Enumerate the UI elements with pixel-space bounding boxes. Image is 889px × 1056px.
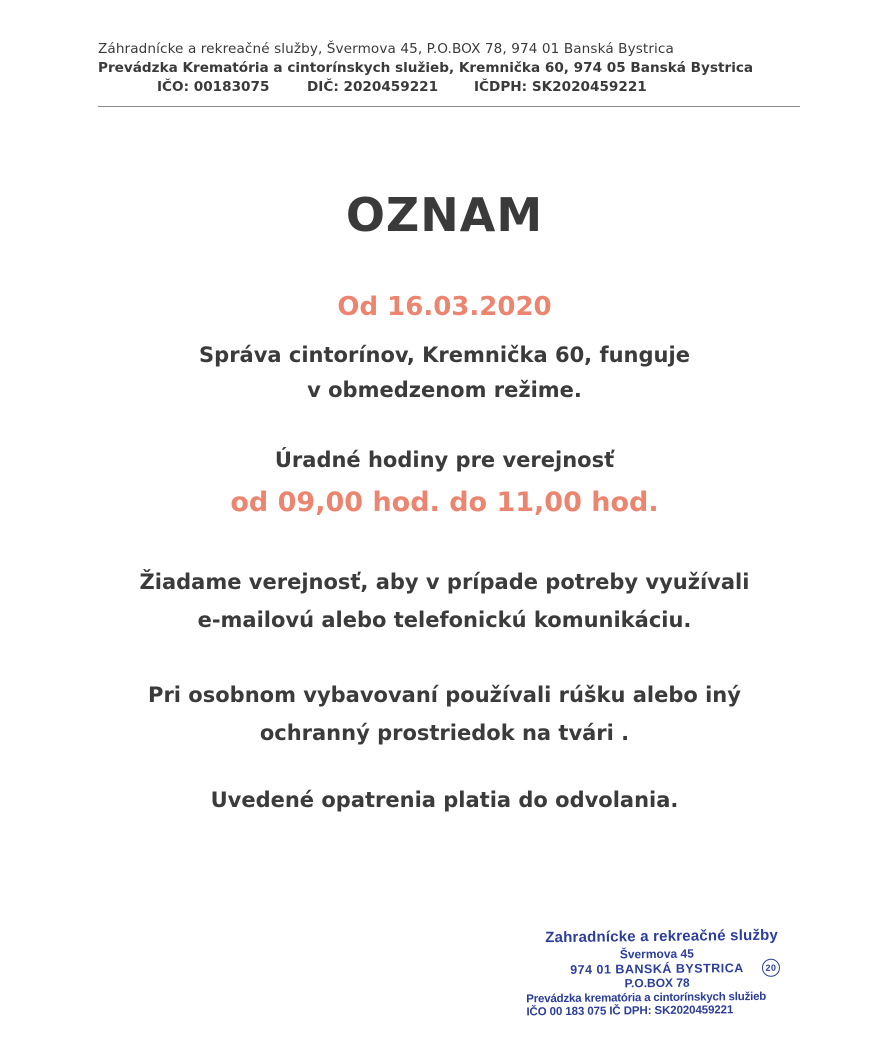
communication-request (0, 563, 889, 639)
company-stamp (526, 927, 789, 1019)
office-hours-value: od 09,00 hod. do 11,00 hod. (230, 487, 659, 518)
measures-validity: Uvedené opatrenia platia do odvolania. (210, 788, 679, 812)
stamp-number-badge: 20 (762, 959, 780, 977)
icdph-number: IČDPH: SK2020459221 (474, 79, 647, 95)
letterhead-divider (98, 106, 800, 107)
notice-line-2: v obmedzenom režime. (307, 378, 582, 402)
request-line-2: e-mailovú alebo telefonickú komunikáciu. (197, 608, 692, 632)
stamp-branch: Prevádzka krematória a cintorínskych služieb (526, 990, 767, 1006)
mask-requirement (0, 676, 889, 752)
stamp-pobox: P.O.BOX 78 (624, 975, 690, 991)
notice-text (0, 338, 889, 408)
stamp-street: Švermova 45 (619, 946, 694, 962)
letterhead (98, 40, 800, 97)
letterhead-company-address: Záhradnícke a rekreačné služby, Švermova 45, P.O.BOX 78, 974 01 Banská Bystrica (98, 41, 674, 57)
stamp-city-text: 974 01 BANSKÁ BYSTRICA (570, 961, 744, 977)
ico-number: IČO: 00183075 (157, 79, 270, 95)
mask-line-2: ochranný prostriedok na tvári . (259, 721, 630, 745)
letterhead-tax-ids (98, 78, 800, 97)
dic-number: DIČ: 2020459221 (307, 79, 439, 95)
letterhead-branch-address: Prevádzka Krematória a cintorínskych služieb, Kremnička 60, 974 05 Banská Bystrica (98, 60, 754, 76)
stamp-tax-ids: IČO 00 183 075 IČ DPH: SK2020459221 (526, 1004, 734, 1019)
notice-title: OZNAM (345, 188, 544, 242)
office-hours-label: Úradné hodiny pre verejnosť (274, 448, 615, 472)
effective-date: Od 16.03.2020 (337, 292, 552, 322)
request-line-1: Žiadame verejnosť, aby v prípade potreby využívali (139, 570, 750, 594)
stamp-company-name: Zahradnícke a rekreačné služby (545, 926, 779, 947)
stamp-city (526, 961, 788, 978)
mask-line-1: Pri osobnom vybavovaní používali rúšku alebo iný (148, 683, 741, 707)
notice-line-1: Správa cintorínov, Kremnička 60, funguje (199, 343, 690, 367)
